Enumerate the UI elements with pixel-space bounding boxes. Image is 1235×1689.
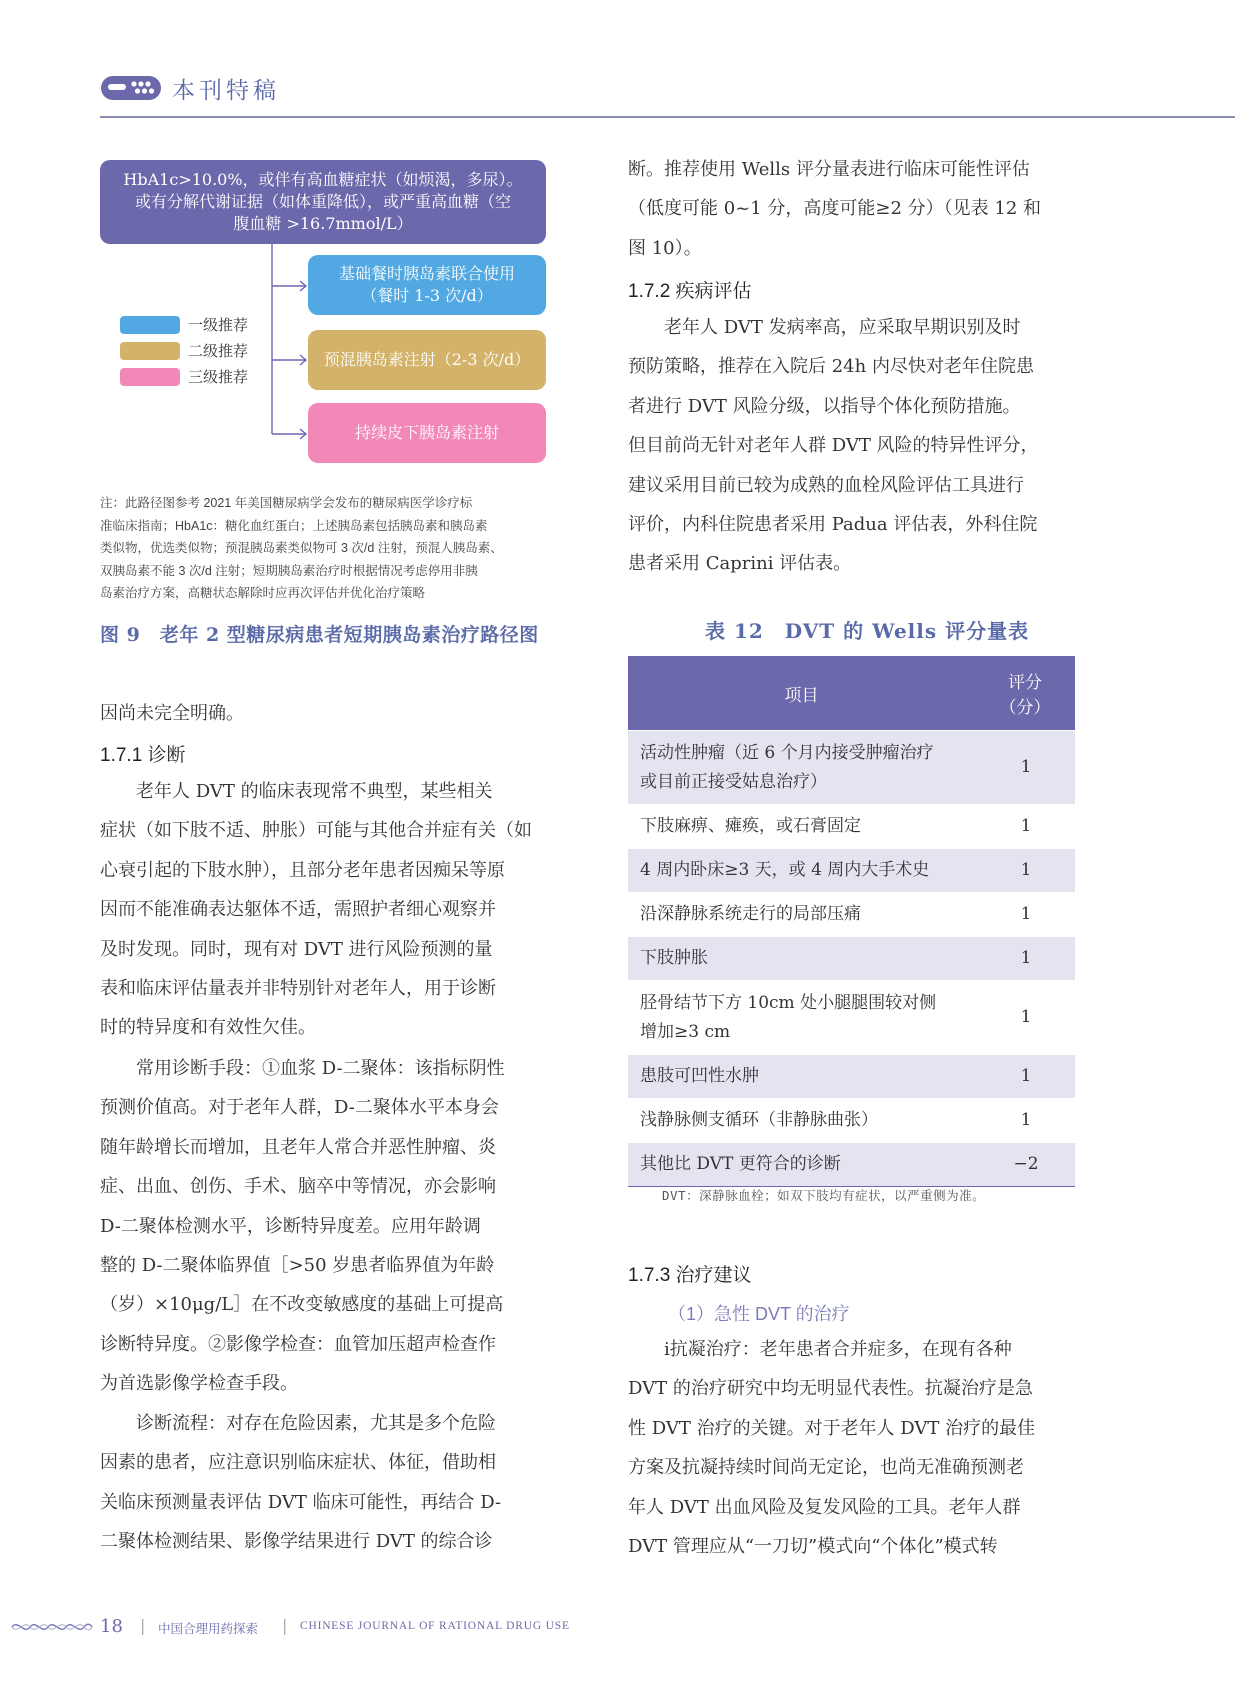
text-line: 表和临床评估量表并非特别针对老年人，用于诊断 xyxy=(100,978,496,1000)
text-line: 因而不能准确表达躯体不适，需照护者细心观察并 xyxy=(100,899,496,921)
paragraph xyxy=(100,1404,546,1562)
paragraph: 因尚未完全明确。 xyxy=(100,703,244,724)
paragraph xyxy=(628,1330,1075,1566)
cell-line: 或目前正接受姑息治疗） xyxy=(640,771,827,792)
cell-line: 胫骨结节下方 10cm 处小腿腿围较对侧 xyxy=(640,992,937,1013)
table-cell-item: 下肢肿胀 xyxy=(628,937,975,981)
note-line: 双胰岛素不能 3 次/d 注射；短期胰岛素治疗时根据情况考虑停用非胰 xyxy=(100,563,478,578)
option-label: 预混胰岛素注射（2-3 次/d） xyxy=(323,350,531,369)
legend-label: 三级推荐 xyxy=(188,368,249,386)
header-text: （分） xyxy=(999,698,1051,718)
table-cell-score: −2 xyxy=(975,1143,1075,1187)
legend-swatch-level1 xyxy=(120,316,180,334)
text-line: 随年龄增长而增加，且老年人常合并恶性肿瘤、炎 xyxy=(100,1136,496,1158)
table-row xyxy=(628,849,1075,893)
option-csii-box xyxy=(308,403,546,463)
paragraph xyxy=(628,308,1075,584)
criteria-line: 或有分解代谢证据（如体重降低），或严重高血糖（空 xyxy=(134,192,511,211)
option-label: 基础餐时胰岛素联合使用 xyxy=(338,264,515,283)
paragraph xyxy=(100,1049,546,1404)
section-heading: 1.7.3 治疗建议 xyxy=(628,1265,752,1286)
text-line: 年人 DVT 出血风险及复发风险的工具。老年人群 xyxy=(628,1496,1021,1518)
text-line: 常用诊断手段：①血浆 D-二聚体：该指标阴性 xyxy=(136,1058,505,1079)
text-line: D-二聚体检测水平，诊断特异度差。应用年龄调 xyxy=(100,1215,481,1237)
option-label: 持续皮下胰岛素注射 xyxy=(354,423,499,442)
table-cell-score: 1 xyxy=(975,1099,1075,1143)
text-line: 诊断流程：对存在危险因素，尤其是多个危险 xyxy=(136,1413,496,1434)
table-row xyxy=(628,1099,1075,1143)
table-cell-item: 其他比 DVT 更符合的诊断 xyxy=(628,1143,975,1187)
table-row xyxy=(628,805,1075,849)
legend-swatch-level2 xyxy=(120,342,180,360)
text-line: 预测价值高。对于老年人群，D-二聚体水平本身会 xyxy=(100,1097,499,1119)
note-line: 岛素治疗方案，高糖状态解除时应再次评估并优化治疗策略 xyxy=(100,586,426,600)
table-cell-item xyxy=(628,981,975,1055)
table-row xyxy=(628,981,1075,1055)
criteria-line: 腹血糖 >16.7mmol/L） xyxy=(233,214,413,233)
table-row xyxy=(628,937,1075,981)
text-line: 建议采用目前已较为成熟的血栓风险评估工具进行 xyxy=(628,474,1024,496)
option-basal-bolus-box xyxy=(308,255,546,315)
journal-name-cn: 中国合理用药探索 xyxy=(158,1621,259,1636)
column-header-item: 项目 xyxy=(628,656,975,731)
text-line: 但目前尚无针对老年人群 DVT 风险的特异性评分， xyxy=(628,435,1039,457)
text-line: 方案及抗凝持续时间尚无定论，也尚无准确预测老 xyxy=(628,1457,1024,1479)
text-line: 症状（如下肢不适、肿胀）可能与其他合并症有关（如 xyxy=(100,820,532,842)
legend-label: 一级推荐 xyxy=(188,316,249,334)
legend-label: 二级推荐 xyxy=(188,342,249,360)
footer-separator: | xyxy=(140,1616,146,1635)
decorative-wave-icon xyxy=(10,1617,94,1637)
figure-caption: 图 9 老年 2 型糖尿病患者短期胰岛素治疗路径图 xyxy=(100,624,539,646)
table-cell-item: 浅静脉侧支循环（非静脉曲张） xyxy=(628,1099,975,1143)
section-title: 本刊特稿 xyxy=(172,78,280,104)
table-cell-item: 沿深静脉系统走行的局部压痛 xyxy=(628,893,975,937)
text-line: ⅰ抗凝治疗：老年患者合并症多，在现有各种 xyxy=(664,1339,1012,1360)
text-line: 因素的患者，应注意识别临床症状、体征，借助相 xyxy=(100,1452,496,1474)
note-line: 类似物，优选类似物；预混胰岛素类似物可 3 次/d 注射，预混人胰岛素、 xyxy=(100,541,503,555)
text-line: 断。推荐使用 Wells 评分量表进行临床可能性评估 xyxy=(628,159,1030,180)
text-line: 整的 D-二聚体临界值［>50 岁患者临界值为年龄 xyxy=(100,1255,495,1277)
text-line: DVT 管理应从“一刀切”模式向“个体化”模式转 xyxy=(628,1536,998,1558)
text-line: 心衰引起的下肢水肿），且部分老年患者因痴呆等原 xyxy=(100,859,505,881)
column-header-score xyxy=(975,656,1075,731)
text-line: DVT 的治疗研究中均无明显代表性。抗凝治疗是急 xyxy=(628,1378,1033,1400)
text-line: 及时发现。同时，现有对 DVT 进行风险预测的量 xyxy=(100,938,493,960)
text-line: 症、出血、创伤、手术、脑卒中等情况，亦会影响 xyxy=(100,1176,496,1198)
cell-line: 增加≥3 cm xyxy=(640,1021,731,1042)
table-row xyxy=(628,731,1075,805)
note-line: 注：此路径图参考 2021 年美国糖尿病学会发布的糖尿病医学诊疗标 xyxy=(100,496,473,510)
text-line: 患者采用 Caprini 评估表。 xyxy=(628,553,852,575)
table-cell-score: 1 xyxy=(975,805,1075,849)
cell-line: 活动性肿瘤（近 6 个月内接受肿瘤治疗 xyxy=(640,742,934,763)
table-cell-item: 4 周内卧床≥3 天，或 4 周内大手术史 xyxy=(628,849,975,893)
text-line: 二聚体检测结果、影像学结果进行 DVT 的综合诊 xyxy=(100,1531,493,1553)
paragraph xyxy=(100,772,546,1048)
table-cell-score: 1 xyxy=(975,937,1075,981)
note-line: 准临床指南；HbA1c：糖化血红蛋白；上述胰岛素包括胰岛素和胰岛素 xyxy=(100,518,488,533)
criteria-line: HbA1c>10.0%，或伴有高血糖症状（如烦渴，多尿）。 xyxy=(123,170,523,189)
text-line: （低度可能 0~1 分，高度可能≥2 分）（见表 12 和 xyxy=(628,198,1042,220)
text-line: 老年人 DVT 的临床表现常不典型，某些相关 xyxy=(136,781,493,802)
text-line: 为首选影像学检查手段。 xyxy=(100,1373,298,1395)
subsection-heading: （1）急性 DVT 的治疗 xyxy=(668,1304,850,1324)
table-row xyxy=(628,1143,1075,1187)
footer-separator: | xyxy=(282,1616,288,1635)
journal-name-en: CHINESE JOURNAL OF RATIONAL DRUG USE xyxy=(300,1620,570,1632)
table-cell-score: 1 xyxy=(975,893,1075,937)
legend-swatch-level3 xyxy=(120,368,180,386)
table-cell-score: 1 xyxy=(975,981,1075,1055)
text-line: 诊断特异度。②影像学检查：血管加压超声检查作 xyxy=(100,1333,496,1355)
text-line: 图 10）。 xyxy=(628,237,702,259)
paragraph xyxy=(628,150,1075,268)
section-heading: 1.7.2 疾病评估 xyxy=(628,281,752,302)
table-cell-score: 1 xyxy=(975,849,1075,893)
table-cell-item: 下肢麻痹、瘫痪，或石膏固定 xyxy=(628,805,975,849)
table-cell-score: 1 xyxy=(975,731,1075,805)
table-title: 表 12 DVT 的 Wells 评分量表 xyxy=(705,619,1030,643)
text-line: 预防策略，推荐在入院后 24h 内尽快对老年住院患 xyxy=(628,356,1034,378)
table-cell-score: 1 xyxy=(975,1055,1075,1099)
table-row xyxy=(628,1055,1075,1099)
text-line: 时的特异度和有效性欠佳。 xyxy=(100,1017,316,1039)
page-number: 18 xyxy=(100,1616,123,1637)
table-header-row xyxy=(628,656,1075,731)
table-cell-item: 患肢可凹性水肿 xyxy=(628,1055,975,1099)
text-line: 关临床预测量表评估 DVT 临床可能性，再结合 D- xyxy=(100,1491,502,1513)
text-line: 者进行 DVT 风险分级，以指导个体化预防措施。 xyxy=(628,395,1021,417)
section-heading: 1.7.1 诊断 xyxy=(100,745,186,766)
text-line: 性 DVT 治疗的关键。对于老年人 DVT 治疗的最佳 xyxy=(628,1417,1036,1439)
figure-note xyxy=(100,492,545,605)
table-note: DVT：深静脉血栓；如双下肢均有症状，以严重侧为准。 xyxy=(662,1188,986,1203)
header-text: 评分 xyxy=(1008,673,1042,693)
option-label: （餐时 1-3 次/d） xyxy=(361,286,493,305)
wells-score-table xyxy=(628,656,1075,1187)
option-premixed-box xyxy=(308,330,546,390)
text-line: 评价，内科住院患者采用 Padua 评估表，外科住院 xyxy=(628,514,1038,536)
text-line: 老年人 DVT 发病率高，应采取早期识别及时 xyxy=(664,317,1021,338)
table-row xyxy=(628,893,1075,937)
table-cell-item xyxy=(628,731,975,805)
text-line: （岁）×10μg/L］在不改变敏感度的基础上可提高 xyxy=(100,1294,504,1316)
